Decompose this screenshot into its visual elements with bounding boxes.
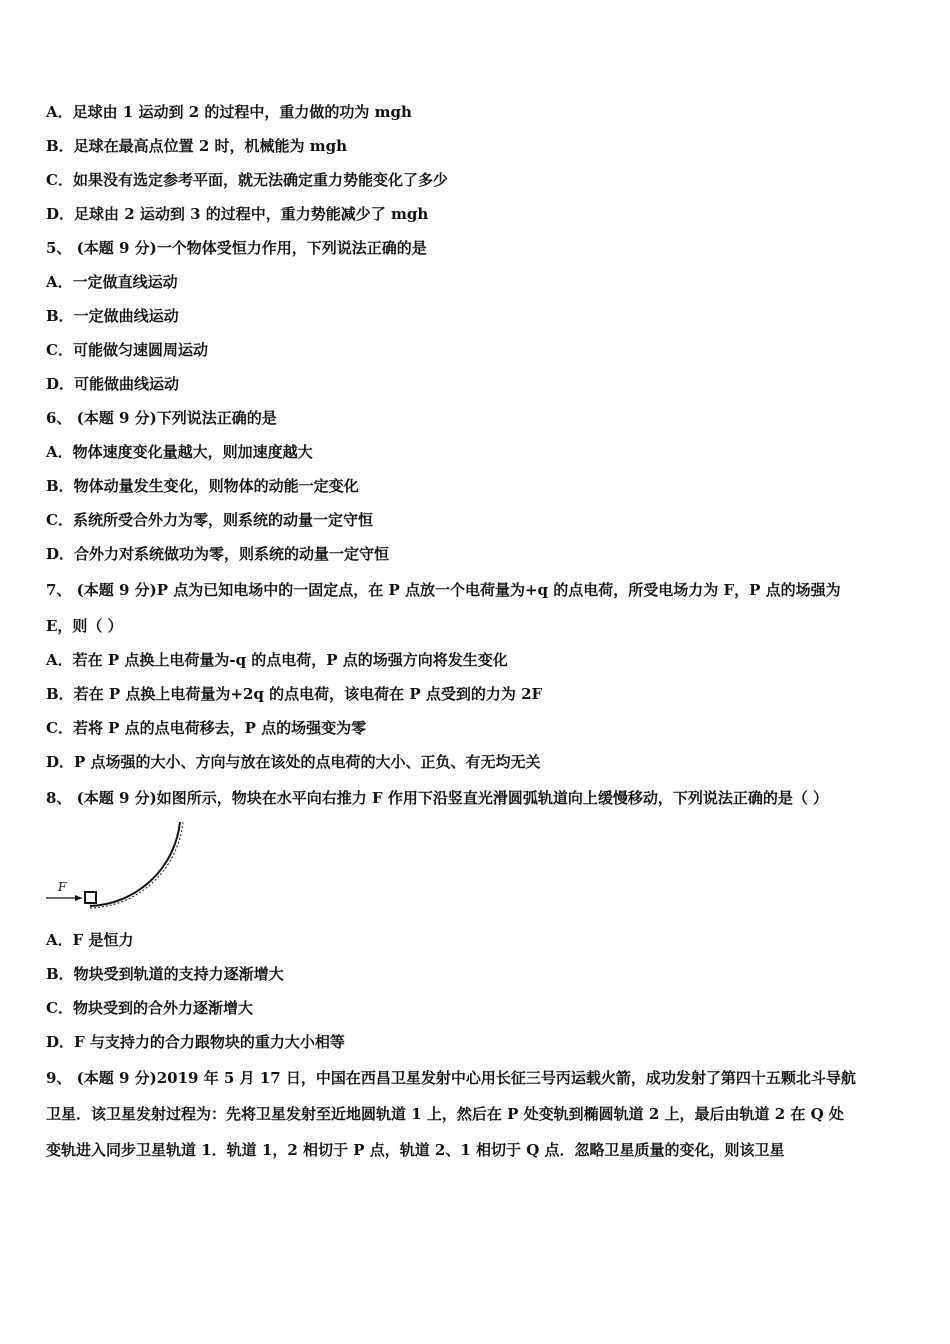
q9-stem-line2: 卫星．该卫星发射过程为：先将卫星发射至近地圆轨道 1 上，然后在 P 处变轨到椭圆轨道 2 上，最后由轨道 2 在 Q 处 [46,1105,844,1123]
q4-option-b: B．足球在最高点位置 2 时，机械能为 mgh [46,137,348,155]
q7-option-b: B．若在 P 点换上电荷量为+2q 的点电荷，该电荷在 P 点受到的力为 2F [46,685,543,703]
arc-track-diagram [44,820,194,912]
q8-option-c: C．物块受到的合外力逐渐增大 [46,999,253,1017]
q6-option-d: D．合外力对系统做功为零，则系统的动量一定守恒 [46,545,390,563]
q8-option-b: B．物块受到轨道的支持力逐渐增大 [46,965,284,983]
q6-option-c: C．系统所受合外力为零，则系统的动量一定守恒 [46,511,373,529]
q5-stem: 5、 (本题 9 分)一个物体受恒力作用，下列说法正确的是 [46,239,427,257]
force-label: F [58,880,67,894]
force-arrowhead [75,895,82,901]
q6-stem: 6、 (本题 9 分)下列说法正确的是 [46,409,277,427]
q7-option-d: D．P 点场强的大小、方向与放在该处的点电荷的大小、正负、有无均无关 [46,753,541,771]
q4-option-c: C．如果没有选定参考平面，就无法确定重力势能变化了多少 [46,171,448,189]
q7-stem-line2: E，则（ ） [46,617,123,635]
q8-option-d: D．F 与支持力的合力跟物块的重力大小相等 [46,1033,345,1051]
block [85,892,96,903]
q7-stem-line1: 7、 (本题 9 分)P 点为已知电场中的一固定点，在 P 点放一个电荷量为+q 的点电荷，所受电场力为 F，P 点的场强为 [46,581,841,599]
q5-option-b: B．一定做曲线运动 [46,307,179,325]
q5-option-d: D．可能做曲线运动 [46,375,180,393]
q8-figure-arc-track [44,820,194,916]
q7-option-c: C．若将 P 点的点电荷移去，P 点的场强变为零 [46,719,367,737]
q7-option-a: A．若在 P 点换上电荷量为-q 的点电荷，P 点的场强方向将发生变化 [46,651,508,669]
q6-option-b: B．物体动量发生变化，则物体的动能一定变化 [46,477,359,495]
q8-option-a: A．F 是恒力 [46,931,134,949]
arc-track [90,822,180,906]
q5-option-c: C．可能做匀速圆周运动 [46,341,208,359]
q4-option-d: D．足球由 2 运动到 3 的过程中，重力势能减少了 mgh [46,205,429,223]
q4-option-a: A．足球由 1 运动到 2 的过程中，重力做的功为 mgh [46,103,412,121]
q5-option-a: A．一定做直线运动 [46,273,178,291]
q9-stem-line3: 变轨进入同步卫星轨道 1．轨道 1，2 相切于 P 点，轨道 2、1 相切于 Q 点．忽略卫星质量的变化，则该卫星 [46,1141,785,1159]
q6-option-a: A．物体速度变化量越大，则加速度越大 [46,443,313,461]
q9-stem-line1: 9、 (本题 9 分)2019 年 5 月 17 日，中国在西昌卫星发射中心用长征三号丙运载火箭，成功发射了第四十五颗北斗导航 [46,1069,856,1087]
q8-stem: 8、 (本题 9 分)如图所示，物块在水平向右推力 F 作用下沿竖直光滑圆弧轨道向上缓慢移动，下列说法正确的是（ ） [46,789,829,807]
